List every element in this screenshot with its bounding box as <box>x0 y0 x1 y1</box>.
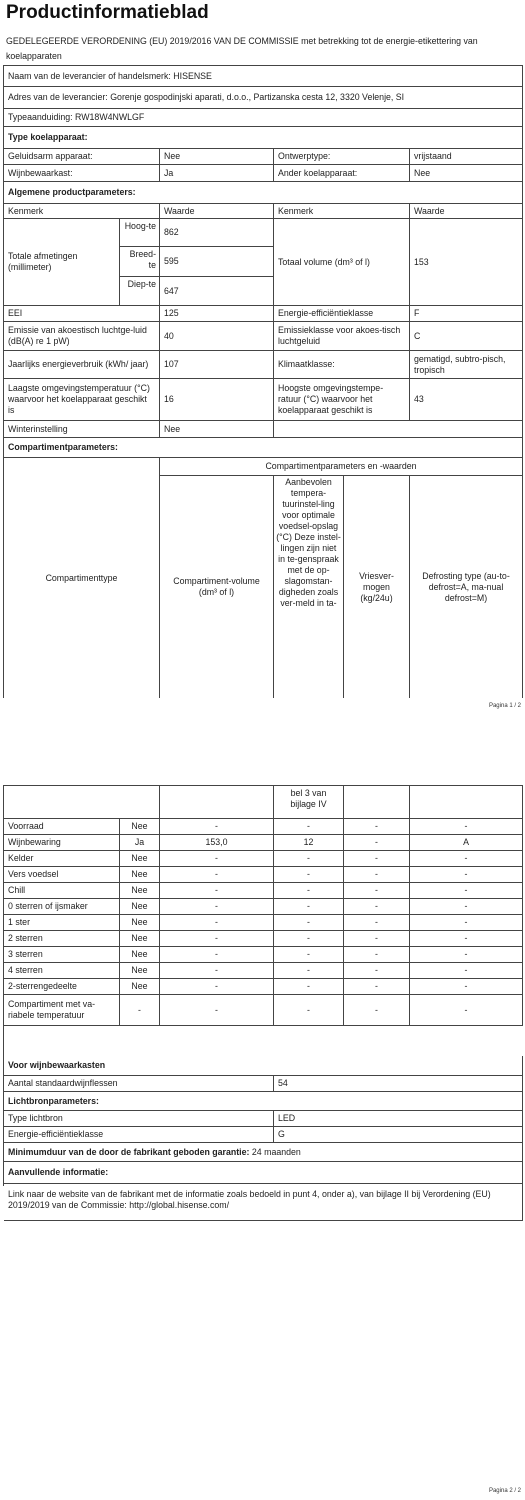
wine-bottles-label: Aantal standaardwijnflessen <box>4 1076 274 1092</box>
compartment-defrost-cell: - <box>410 963 523 979</box>
other-appliance-value: Nee <box>410 165 523 182</box>
compartment-defrost-cell: A <box>410 835 523 851</box>
eei-label: EEI <box>4 306 160 322</box>
supplier-row <box>4 66 523 87</box>
compartment-present-cell: Nee <box>120 899 160 915</box>
warranty-label: Minimumduur van de door de fabrikant geboden garantie: <box>8 1146 250 1157</box>
compartment-freeze-cell: - <box>344 915 410 931</box>
compartment-present-cell: Nee <box>120 851 160 867</box>
compartment-defrost-cell: - <box>410 947 523 963</box>
annual-energy-value: 107 <box>160 351 274 379</box>
depth-value: 647 <box>160 277 274 306</box>
compartment-temp-cell: - <box>274 819 344 835</box>
noise-label: Emissie van akoestisch luchtge-luid (dB(A) re 1 pW) <box>4 322 160 351</box>
compartment-name-cell: Compartiment met va-riabele temperatuur <box>4 995 120 1026</box>
col-waarde-2: Waarde <box>410 204 523 219</box>
compartment-name-cell: Vers voedsel <box>4 867 120 883</box>
max-temp-value: 43 <box>410 379 523 421</box>
compartment-temp-cell: - <box>274 931 344 947</box>
climate-class-label: Klimaatklasse: <box>274 351 410 379</box>
compartment-present-cell: - <box>120 995 160 1026</box>
address-value: Gorenje gospodinjski aparati, d.o.o., Partizanska cesta 12, 3320 Velenje, SI <box>110 92 405 102</box>
design-value: vrijstaand <box>410 149 523 165</box>
compartment-name-cell: Voorraad <box>4 819 120 835</box>
dimensions-label: Totale afmetingen (millimeter) <box>4 219 120 306</box>
light-class-value: G <box>274 1127 523 1143</box>
compartment-defrost-cell: - <box>410 931 523 947</box>
cont-volume-cell <box>160 786 274 819</box>
noise-class-label: Emissieklasse voor akoes-tisch luchtgeluid <box>274 322 410 351</box>
compartment-volume-cell: - <box>160 995 274 1026</box>
total-volume-value: 153 <box>410 219 523 306</box>
depth-label: Diep-te <box>120 277 160 306</box>
compartment-volume-cell: - <box>160 819 274 835</box>
compartment-temp-cell: - <box>274 883 344 899</box>
compartment-present-cell: Nee <box>120 979 160 995</box>
col-waarde-1: Waarde <box>160 204 274 219</box>
wine-header: Voor wijnbewaarkasten <box>4 1056 523 1076</box>
light-type-value: LED <box>274 1111 523 1127</box>
compartment-volume-cell: - <box>160 883 274 899</box>
warranty-value: 24 maanden <box>251 1146 301 1157</box>
compartment-name-cell: 4 sterren <box>4 963 120 979</box>
compartment-name-cell: Wijnbewaring <box>4 835 120 851</box>
light-class-label: Energie-efficiëntieklasse <box>4 1127 274 1143</box>
compartment-defrost-cell: - <box>410 979 523 995</box>
compartment-group-header: Compartimentparameters en -waarden <box>160 458 523 476</box>
wine-bottles-value: 54 <box>274 1076 523 1092</box>
annual-energy-label: Jaarlijks energieverbruik (kWh/ jaar) <box>4 351 160 379</box>
col-kenmerk-2: Kenmerk <box>274 204 410 219</box>
cont-freeze-cell <box>344 786 410 819</box>
page-2 <box>0 750 525 1500</box>
compartment-name-cell: 0 sterren of ijsmaker <box>4 899 120 915</box>
energy-class-label: Energie-efficiëntieklasse <box>274 306 410 322</box>
compartment-present-cell: Nee <box>120 867 160 883</box>
compartment-volume-cell: - <box>160 979 274 995</box>
recommended-temp-header-cont: bel 3 van bijlage IV <box>274 786 344 819</box>
compartment-freeze-cell: - <box>344 931 410 947</box>
compartment-temp-cell: - <box>274 867 344 883</box>
total-volume-label: Totaal volume (dm³ of l) <box>274 219 410 306</box>
compartment-freeze-cell: - <box>344 899 410 915</box>
compartment-present-cell: Nee <box>120 819 160 835</box>
compartment-volume-cell: - <box>160 931 274 947</box>
climate-class-value: gematigd, subtro-pisch, tropisch <box>410 351 523 379</box>
light-type-label: Type lichtbron <box>4 1111 274 1127</box>
compartment-volume-cell: - <box>160 867 274 883</box>
compartment-volume-cell: - <box>160 899 274 915</box>
compartment-name-cell: 1 ster <box>4 915 120 931</box>
compartment-defrost-cell: - <box>410 995 523 1026</box>
extra-info-header: Aanvullende informatie: <box>4 1162 523 1184</box>
compartment-present-cell: Ja <box>120 835 160 851</box>
height-value: 862 <box>160 219 274 247</box>
compartment-defrost-cell: - <box>410 883 523 899</box>
page-title: Productinformatieblad <box>6 2 209 23</box>
compartment-present-cell: Nee <box>120 963 160 979</box>
compartment-temp-cell: - <box>274 979 344 995</box>
address-row <box>4 87 523 109</box>
compartment-temp-cell: - <box>274 899 344 915</box>
other-appliance-label: Ander koelapparaat: <box>274 165 410 182</box>
compartment-volume-cell: - <box>160 915 274 931</box>
compartment-freeze-cell: - <box>344 883 410 899</box>
defrost-type-header: Defrosting type (au-to-defrost=A, ma-nual defrost=M) <box>410 476 523 698</box>
winter-value: Nee <box>160 421 274 438</box>
compartment-freeze-cell: - <box>344 867 410 883</box>
compartment-temp-cell: 12 <box>274 835 344 851</box>
compartment-present-cell: Nee <box>120 883 160 899</box>
warranty-row <box>4 1143 523 1162</box>
compartment-volume-header: Compartiment-volume (dm³ of l) <box>160 476 274 698</box>
compartment-present-cell: Nee <box>120 931 160 947</box>
min-temp-value: 16 <box>160 379 274 421</box>
page-1 <box>0 0 525 713</box>
compartment-name-cell: Chill <box>4 883 120 899</box>
wine-cabinet-label: Wijnbewaarkast: <box>4 165 160 182</box>
cont-defrost-cell <box>410 786 523 819</box>
compartment-freeze-cell: - <box>344 819 410 835</box>
model-label: Typeaanduiding: <box>8 112 73 122</box>
compartment-volume-cell: - <box>160 963 274 979</box>
quiet-value: Nee <box>160 149 274 165</box>
extra-info-text: Link naar de website van de fabrikant met de informatie zoals bedoeld in punt 4, onder a), van bijlage II bij Verordening (EU) 2019/2019 van de Commissie: http://global.hisense.com/ <box>4 1184 523 1221</box>
page-number-2: Pagina 2 / 2 <box>488 1488 521 1494</box>
compartment-temp-cell: - <box>274 915 344 931</box>
compartment-defrost-cell: - <box>410 819 523 835</box>
compartment-freeze-cell: - <box>344 963 410 979</box>
compartment-name-cell: 2 sterren <box>4 931 120 947</box>
compartment-volume-cell: 153,0 <box>160 835 274 851</box>
light-header: Lichtbronparameters: <box>4 1092 523 1111</box>
quiet-label: Geluidsarm apparaat: <box>4 149 160 165</box>
compartment-temp-cell: - <box>274 963 344 979</box>
compartment-temp-cell: - <box>274 851 344 867</box>
compartment-name-cell: 2-sterrengedeelte <box>4 979 120 995</box>
energy-class-value: F <box>410 306 523 322</box>
cont-type-cell <box>4 786 160 819</box>
noise-class-value: C <box>410 322 523 351</box>
compartment-freeze-cell: - <box>344 979 410 995</box>
page-number-1: Pagina 1 / 2 <box>488 703 521 709</box>
address-label: Adres van de leverancier: <box>8 92 108 102</box>
width-value: 595 <box>160 247 274 277</box>
compartment-type-header: Compartimenttype <box>4 458 160 698</box>
eei-value: 125 <box>160 306 274 322</box>
recommended-temp-header: Aanbevolen tempera-tuurinstel-ling voor optimale voedsel-opslag (°C) Deze instel-lingen zijn niet in te-genspraak met de op-slagomstan-digheden zoals ver-meld in ta- <box>274 476 344 698</box>
compartment-freeze-cell: - <box>344 995 410 1026</box>
compartment-temp-cell: - <box>274 995 344 1026</box>
supplier-value: HISENSE <box>173 70 212 81</box>
model-row <box>4 109 523 127</box>
compartment-freeze-cell: - <box>344 851 410 867</box>
winter-label: Winterinstelling <box>4 421 160 438</box>
compartment-defrost-cell: - <box>410 899 523 915</box>
product-info-table <box>3 65 523 698</box>
compartment-freeze-cell: - <box>344 835 410 851</box>
col-kenmerk-1: Kenmerk <box>4 204 160 219</box>
noise-value: 40 <box>160 322 274 351</box>
compartment-name-cell: Kelder <box>4 851 120 867</box>
compartment-volume-cell: - <box>160 851 274 867</box>
compartment-name-cell: 3 sterren <box>4 947 120 963</box>
max-temp-label: Hoogste omgevingstempe-ratuur (°C) waarvoor het koelapparaat geschikt is <box>274 379 410 421</box>
wine-cabinet-value: Ja <box>160 165 274 182</box>
supplier-label: Naam van de leverancier of handelsmerk: <box>8 70 171 81</box>
height-label: Hoog-te <box>120 219 160 247</box>
model-value: RW18W4NWLGF <box>75 112 145 122</box>
width-label: Breed-te <box>120 247 160 277</box>
compartment-defrost-cell: - <box>410 867 523 883</box>
general-params-header: Algemene productparameters: <box>4 182 523 204</box>
compartment-defrost-cell: - <box>410 851 523 867</box>
compartment-table-continued <box>3 785 523 1210</box>
compartment-defrost-cell: - <box>410 915 523 931</box>
compartment-volume-cell: - <box>160 947 274 963</box>
compartment-header: Compartimentparameters: <box>4 438 523 458</box>
design-label: Ontwerptype: <box>274 149 410 165</box>
compartment-freeze-cell: - <box>344 947 410 963</box>
compartment-present-cell: Nee <box>120 947 160 963</box>
winter-empty <box>274 421 523 438</box>
min-temp-label: Laagste omgevingstemperatuur (°C) waarvoor het koelapparaat geschikt is <box>4 379 160 421</box>
type-header: Type koelapparaat: <box>4 127 523 149</box>
freezing-capacity-header: Vriesver-mogen (kg/24u) <box>344 476 410 698</box>
compartment-present-cell: Nee <box>120 915 160 931</box>
regulation-intro: GEDELEGEERDE VERORDENING (EU) 2019/2016 VAN DE COMMISSIE met betrekking tot de energie-etikettering van koelapparaten <box>6 36 478 61</box>
compartment-temp-cell: - <box>274 947 344 963</box>
